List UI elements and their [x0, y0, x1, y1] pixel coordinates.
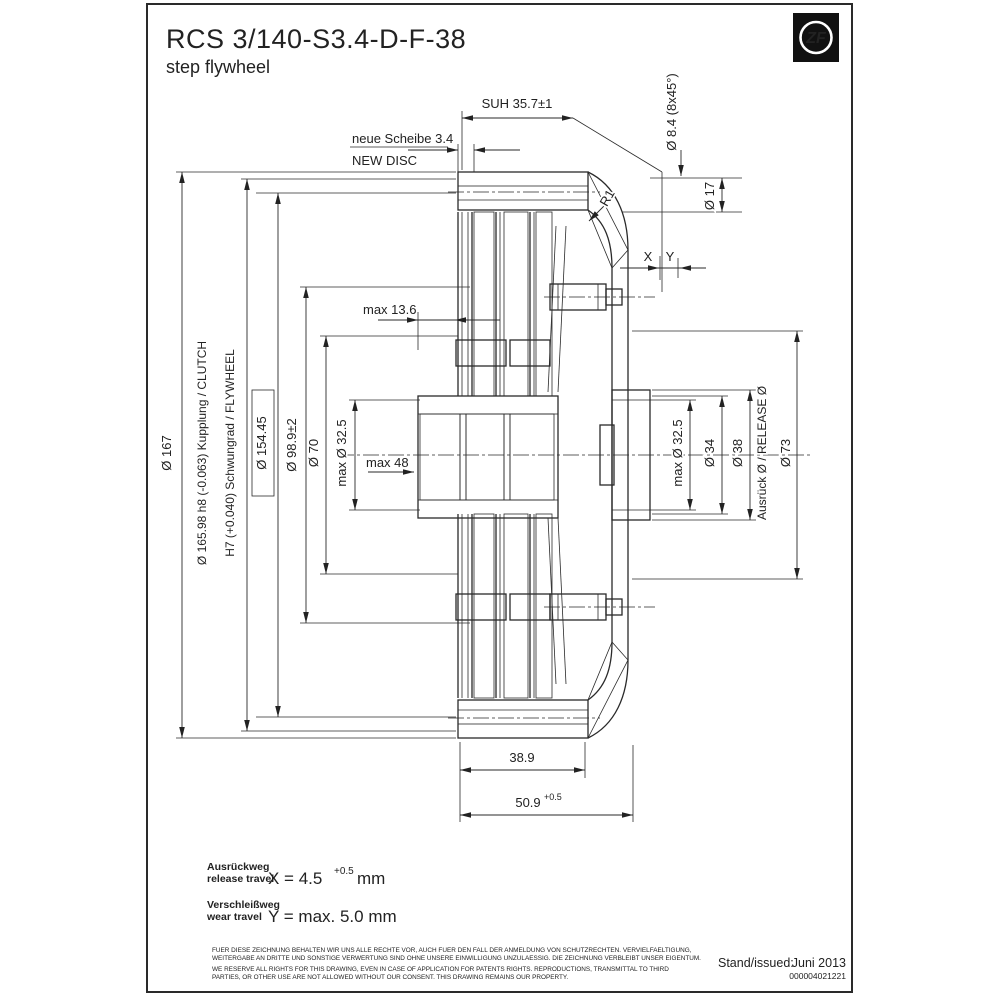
dim-max13 [363, 302, 500, 350]
dim-max48-label: max 48 [366, 455, 409, 470]
travel-notes [206, 861, 397, 926]
release-travel-tolerance: +0.5 [334, 866, 354, 877]
dim-509-label: 50.9 [515, 795, 541, 810]
wear-travel-value: Y = max. 5.0 mm [268, 907, 397, 926]
zf-logo-text: ZF [806, 30, 826, 47]
rim-bottom [448, 700, 600, 738]
dim-max32-right-label: max Ø 32.5 [670, 419, 685, 487]
dim-flywheel-fit-label: H7 (+0.040) Schwungrad / FLYWHEEL [223, 349, 237, 557]
sheet-frame [147, 4, 852, 992]
dim-d38-label: Ø 38 [730, 438, 745, 468]
legal-en-line2: PARTIES, OR OTHER USE ARE NOT ALLOWED WITHOUT OUR CONSENT. THIS DRAWING REMAINS OUR PROPERTY. [212, 974, 569, 981]
legal-en-line1: WE RESERVE ALL RIGHTS FOR THIS DRAWING, EVEN IN CASE OF APPLICATION FOR PATENTS RIGHTS. REPRODUCTIONS, TRANSMITTAL TO THIRD [212, 966, 669, 973]
dim-max32-left-label: max Ø 32.5 [334, 419, 349, 487]
dim-d70-label: Ø 70 [306, 438, 321, 468]
dim-release-axis-label: Ausrück Ø / RELEASE Ø [755, 385, 769, 521]
dim-x-label: X [643, 249, 653, 264]
dim-bolt-hole-label: Ø 8.4 (8x45°) [664, 73, 679, 151]
release-travel-en: release travel [207, 873, 275, 885]
dim-max48 [366, 455, 414, 472]
dim-new-disc-de: neue Scheibe 3.4 [352, 131, 454, 146]
dim-xy [620, 249, 706, 280]
dim-release-axis [755, 386, 769, 520]
dim-389-label: 38.9 [509, 750, 535, 765]
release-travel-unit: mm [357, 869, 386, 888]
drawing-subtitle: step flywheel [166, 57, 271, 77]
dim-clutch-fit-label: Ø 165.98 h8 (-0.063) Kupplung / CLUTCH [195, 340, 209, 566]
dim-509-tolerance: +0.5 [544, 792, 562, 802]
dim-suh-label: SUH 35.7±1 [481, 96, 553, 111]
release-travel-value: X = 4.5 [268, 869, 323, 888]
bolt-top [544, 284, 655, 310]
dim-new-disc-en: NEW DISC [352, 153, 417, 168]
title-block [166, 24, 466, 77]
document-number: 000004021221 [789, 971, 846, 981]
release-travel-de: Ausrückweg [207, 861, 270, 873]
footer [212, 947, 846, 981]
zf-logo [793, 13, 839, 62]
dim-d154-label: Ø 154.45 [254, 416, 269, 470]
drawing-title: RCS 3/140-S3.4-D-F-38 [166, 24, 467, 54]
splined-hub [418, 396, 558, 518]
dim-d73-label: Ø 73 [778, 438, 793, 468]
issued-label: Stand/issued: [718, 956, 794, 970]
dim-bolt-hole [664, 73, 681, 176]
dim-d34-label: Ø 34 [702, 438, 717, 468]
dim-y-label: Y [665, 249, 675, 264]
dim-d17 [622, 178, 742, 212]
dim-389 [460, 742, 585, 822]
issued-date: Juni 2013 [791, 956, 846, 970]
dim-509 [460, 745, 633, 822]
dim-d167-label: Ø 167 [159, 435, 174, 471]
dim-new-disc [350, 131, 520, 172]
wear-travel-en: wear travel [207, 911, 262, 923]
rim-top [448, 172, 600, 210]
dim-r1-label: R1 [596, 186, 618, 209]
dim-suh [462, 96, 662, 292]
dim-d98-label: Ø 98.9±2 [284, 418, 299, 472]
bolt-bottom [544, 594, 655, 620]
dim-d17-label: Ø 17 [702, 181, 717, 211]
dim-max13-label: max 13.6 [363, 302, 417, 317]
legal-de-line1: FUER DIESE ZEICHNUNG BEHALTEN WIR UNS ALLE RECHTE VOR, AUCH FUER DEN FALL DER ANMELDUNG VON SCHUTZRECHTEN. VERVIELFAELTIGUNG, [212, 947, 692, 954]
wear-travel-de: Verschleißweg [207, 899, 280, 911]
legal-de-line2: WEITERGABE AN DRITTE UND SONSTIGE VERWERTUNG SIND OHNE UNSERE EINWILLIGUNG UNZULAESSIG. DIE ZEICHNUNG VERBLEIBT UNSER EIGENTUM. [212, 955, 701, 962]
